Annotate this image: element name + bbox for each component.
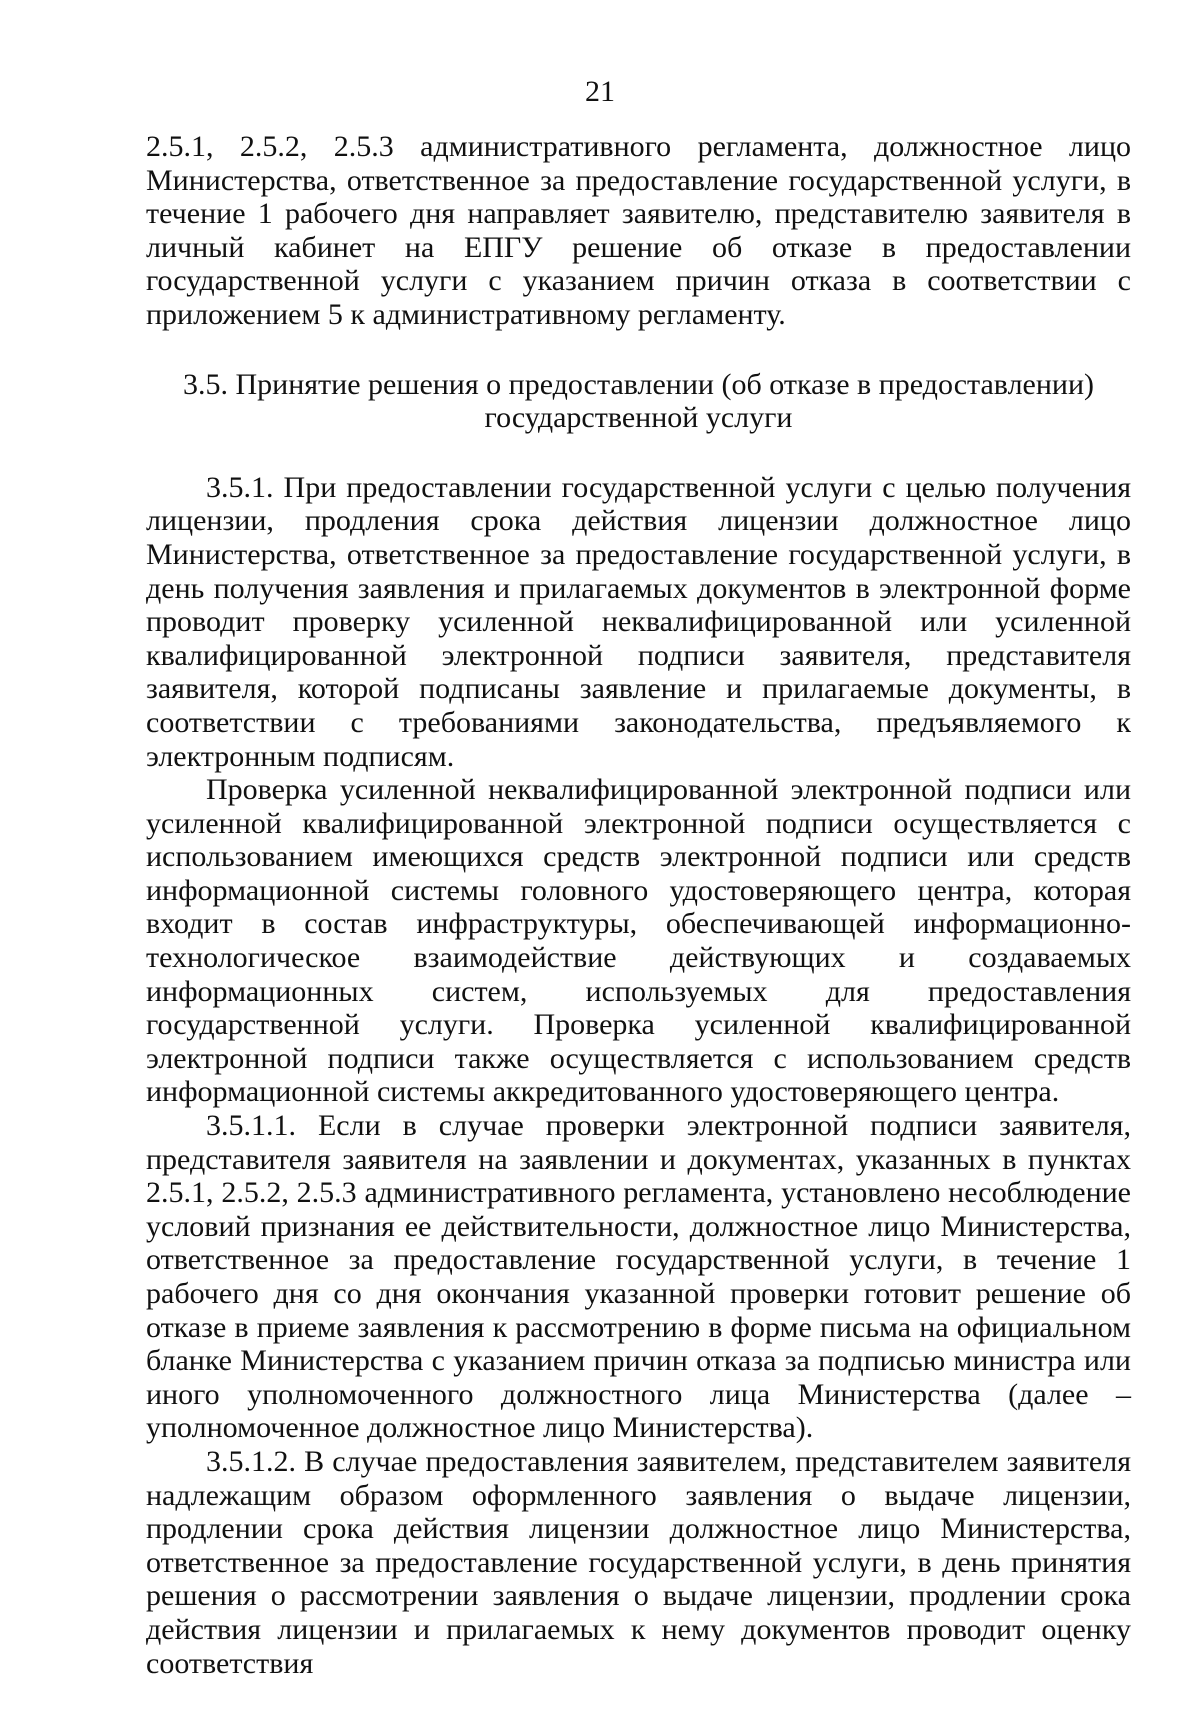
document-body bbox=[146, 130, 1131, 1680]
paragraph-3-5-1: 3.5.1. При предоставлении государственной услуги с целью получения лицензии, продления срока действия лицензии должностное лицо Министерства, ответственное за предоставление государственной услуги, в день получения заявления и прилагаемых документов в электронной форме проводит проверку усиленной неквалифицированной или усиленной квалифицированной электронной подписи заявителя, представителя заявителя, которой подписаны заявление и прилагаемые документы, в соответствии с требованиями законодательства, предъявляемого к электронным подписям. bbox=[146, 470, 1131, 773]
page-number: 21 bbox=[585, 75, 615, 108]
paragraph-signature-check: Проверка усиленной неквалифицированной электронной подписи или усиленной квалифицированной электронной подписи осуществляется с использованием имеющихся средств электронной подписи или средств информационной системы головного удостоверяющего центра, которая входит в состав инфраструктуры, обеспечивающей информационно-технологическое взаимодействие действующих и создаваемых информационных систем, используемых для предоставления государственной услуги. Проверка усиленной квалифицированной электронной подписи также осуществляется с использованием средств информационной системы аккредитованного удостоверяющего центра. bbox=[146, 773, 1131, 1109]
paragraph-continuation: 2.5.1, 2.5.2, 2.5.3 административного регламента, должностное лицо Министерства, ответственное за предоставление государственной услуги, в течение 1 рабочего дня направляет заявителю, представителю заявителя в личный кабинет на ЕПГУ решение об отказе в предоставлении государственной услуги с указанием причин отказа в соответствии с приложением 5 к административному регламенту. bbox=[146, 130, 1131, 331]
section-heading-line-2: государственной услуги bbox=[484, 401, 793, 435]
section-heading bbox=[146, 368, 1131, 435]
paragraph-3-5-1-2: 3.5.1.2. В случае предоставления заявителем, представителем заявителя надлежащим образом оформленного заявления о выдаче лицензии, продлении срока действия лицензии должностное лицо Министерства, ответственное за предоставление государственной услуги, в день принятия решения о рассмотрении заявления о выдаче лицензии, продлении срока действия лицензии и прилагаемых к нему документов проводит оценку соответствия bbox=[146, 1444, 1131, 1680]
paragraph-3-5-1-1: 3.5.1.1. Если в случае проверки электронной подписи заявителя, представителя заявителя на заявлении и документах, указанных в пунктах 2.5.1, 2.5.2, 2.5.3 административного регламента, установлено несоблюдение условий признания ее действительности, должностное лицо Министерства, ответственное за предоставление государственной услуги, в течение 1 рабочего дня со дня окончания указанной проверки готовит решение об отказе в приеме заявления к рассмотрению в форме письма на официальном бланке Министерства с указанием причин отказа за подписью министра или иного уполномоченного должностного лица Министерства (далее – уполномоченное должностное лицо Министерства). bbox=[146, 1109, 1131, 1445]
section-heading-line-1: 3.5. Принятие решения о предоставлении (об отказе в предоставлении) bbox=[182, 367, 1095, 401]
